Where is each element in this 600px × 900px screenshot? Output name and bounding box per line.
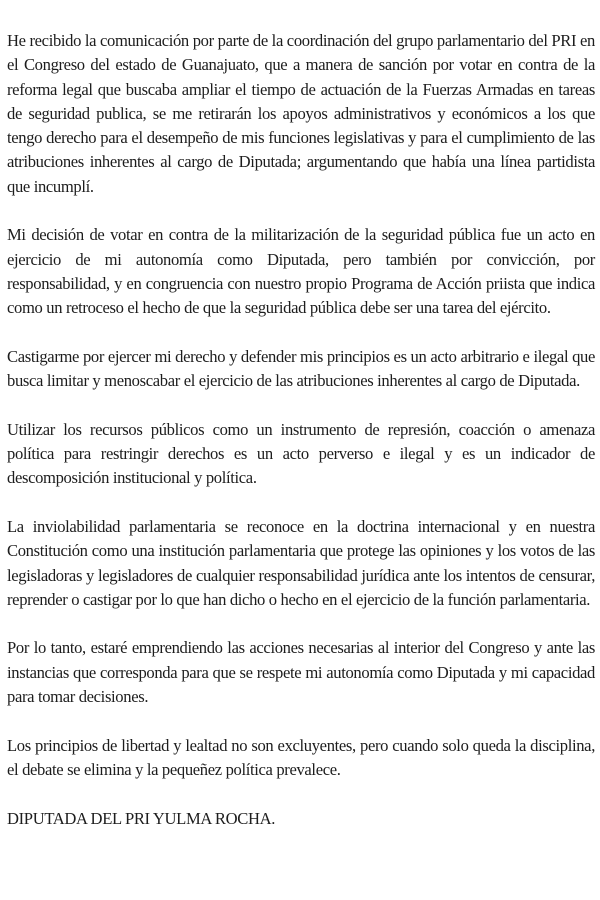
paragraph-arbitrary-punishment: Castigarme por ejercer mi derecho y defender mis principios es un acto arbitrario e ilegal que busca limitar y menoscabar el ejercicio de las atribuciones inherentes al cargo de Diputada. — [7, 346, 595, 391]
paragraph-vote-decision: Mi decisión de votar en contra de la militarización de la seguridad pública fue un acto en ejercicio de mi autonomía como Diputada, pero también por convicción, por responsabilidad, y en congruencia con nuestro propio Programa de Acción priista que indica como un retroceso el hecho de que la seguridad pública debe ser una tarea del ejército. — [7, 225, 595, 318]
paragraph-sanction-notice: He recibido la comunicación por parte de la coordinación del grupo parlamentario del PRI en el Congreso del estado de Guanajuato, que a manera de sanción por votar en contra de la reforma legal que buscaba ampliar el tiempo de actuación de la Fuerzas Armadas en tareas de seguridad publica, se me retirarán los apoyos administrativos y económicos a los que tengo derecho para el desempeño de mis funciones legislativas y para el cumplimiento de las atribuciones inherentes al cargo de Diputada; argumentando que había una línea partidista que incumplí. — [7, 31, 595, 196]
signature: DIPUTADA DEL PRI YULMA ROCHA. — [7, 808, 276, 828]
statement-document — [7, 29, 595, 831]
paragraph-principles: Los principios de libertad y lealtad no son excluyentes, pero cuando solo queda la disciplina, el debate se elimina y la pequeñez política prevalece. — [7, 735, 595, 779]
paragraph-parliamentary-inviolability: La inviolabilidad parlamentaria se reconoce en la doctrina internacional y en nuestra Constitución como una institución parlamentaria que protege las opiniones y los votos de las legisladoras y legisladores de cualquier responsabilidad jurídica ante los intentos de censurar, reprender o castigar por lo que han dicho o hecho en el ejercicio de la función parlamentaria. — [7, 516, 595, 609]
paragraph-public-resources: Utilizar los recursos públicos como un instrumento de represión, coacción o amenaza política para restringir derechos es un acto perverso e ilegal y es un indicador de descomposición institucional y política. — [7, 419, 595, 488]
paragraph-actions: Por lo tanto, estaré emprendiendo las acciones necesarias al interior del Congreso y ante las instancias que corresponda para que se respete mi autonomía como Diputada y mi capacidad para tomar decisiones. — [7, 638, 595, 707]
